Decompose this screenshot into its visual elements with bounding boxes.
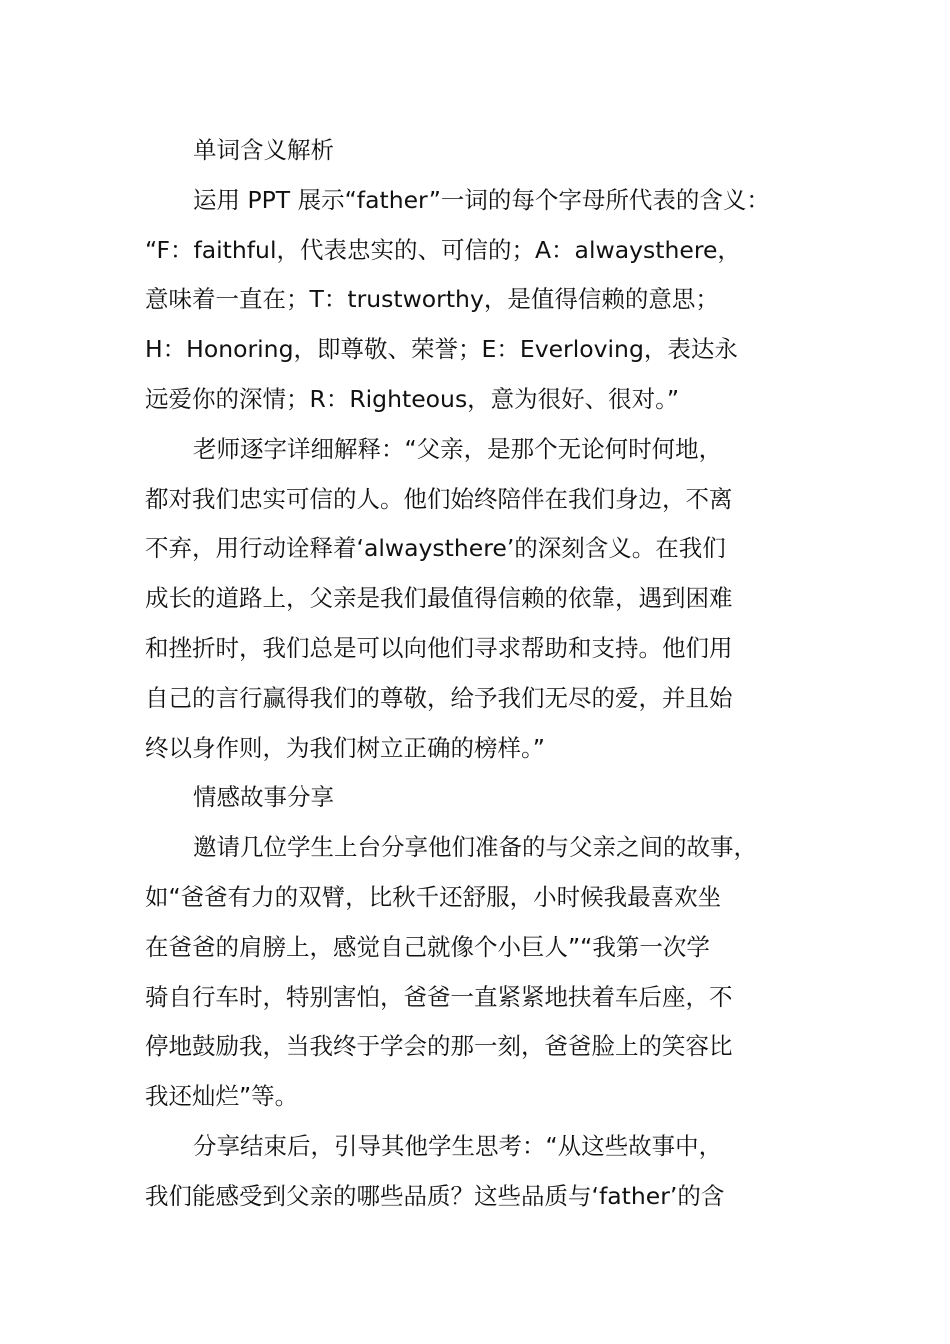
paragraph-line: 远爱你的深情；R：Righteous，意为很好、很对。”	[145, 384, 680, 413]
paragraph-line: 都对我们忠实可信的人。他们始终陪伴在我们身边，不离	[145, 484, 733, 513]
section-heading-story-sharing: 情感故事分享	[193, 783, 334, 812]
paragraph-line: 邀请几位学生上台分享他们准备的与父亲之间的故事，	[193, 833, 757, 862]
section-heading-word-meaning: 单词含义解析	[193, 136, 334, 164]
paragraph-line: 自己的言行赢得我们的尊敬，给予我们无尽的爱，并且始	[145, 683, 733, 712]
paragraph-line: 终以身作则，为我们树立正确的榜样。”	[145, 733, 545, 762]
paragraph-line: 我们能感受到父亲的哪些品质？这些品质与‘father’的含	[145, 1181, 725, 1210]
paragraph-line: 分享结束后，引导其他学生思考：“从这些故事中，	[193, 1131, 723, 1160]
paragraph-line: H：Honoring，即尊敬、荣誉；E：Everloving，表达永	[145, 335, 738, 364]
document-body	[145, 126, 810, 1222]
paragraph-line: 在爸爸的肩膀上，感觉自己就像个小巨人”“我第一次学	[145, 932, 710, 961]
paragraph-line: 成长的道路上，父亲是我们最值得信赖的依靠，遇到困难	[145, 584, 733, 613]
paragraph-line: 运用 PPT 展示“father”一词的每个字母所代表的含义：	[193, 185, 770, 214]
paragraph-line: 骑自行车时，特别害怕，爸爸一直紧紧地扶着车后座，不	[145, 982, 733, 1011]
paragraph-line: 和挫折时，我们总是可以向他们寻求帮助和支持。他们用	[145, 633, 733, 662]
paragraph-line: 停地鼓励我，当我终于学会的那一刻，爸爸脸上的笑容比	[145, 1032, 733, 1061]
paragraph-line: 我还灿烂”等。	[145, 1082, 299, 1111]
paragraph-line: 如“爸爸有力的双臂，比秋千还舒服，小时候我最喜欢坐	[145, 882, 722, 911]
paragraph-line: 不弃，用行动诠释着‘alwaysthere’的深刻含义。在我们	[145, 534, 726, 563]
paragraph-line: 意味着一直在；T：trustworthy，是值得信赖的意思；	[145, 285, 719, 314]
paragraph-line: 老师逐字详细解释：“父亲，是那个无论何时何地，	[193, 434, 723, 463]
paragraph-line: “F：faithful，代表忠实的、可信的；A：alwaysthere，	[145, 235, 741, 264]
